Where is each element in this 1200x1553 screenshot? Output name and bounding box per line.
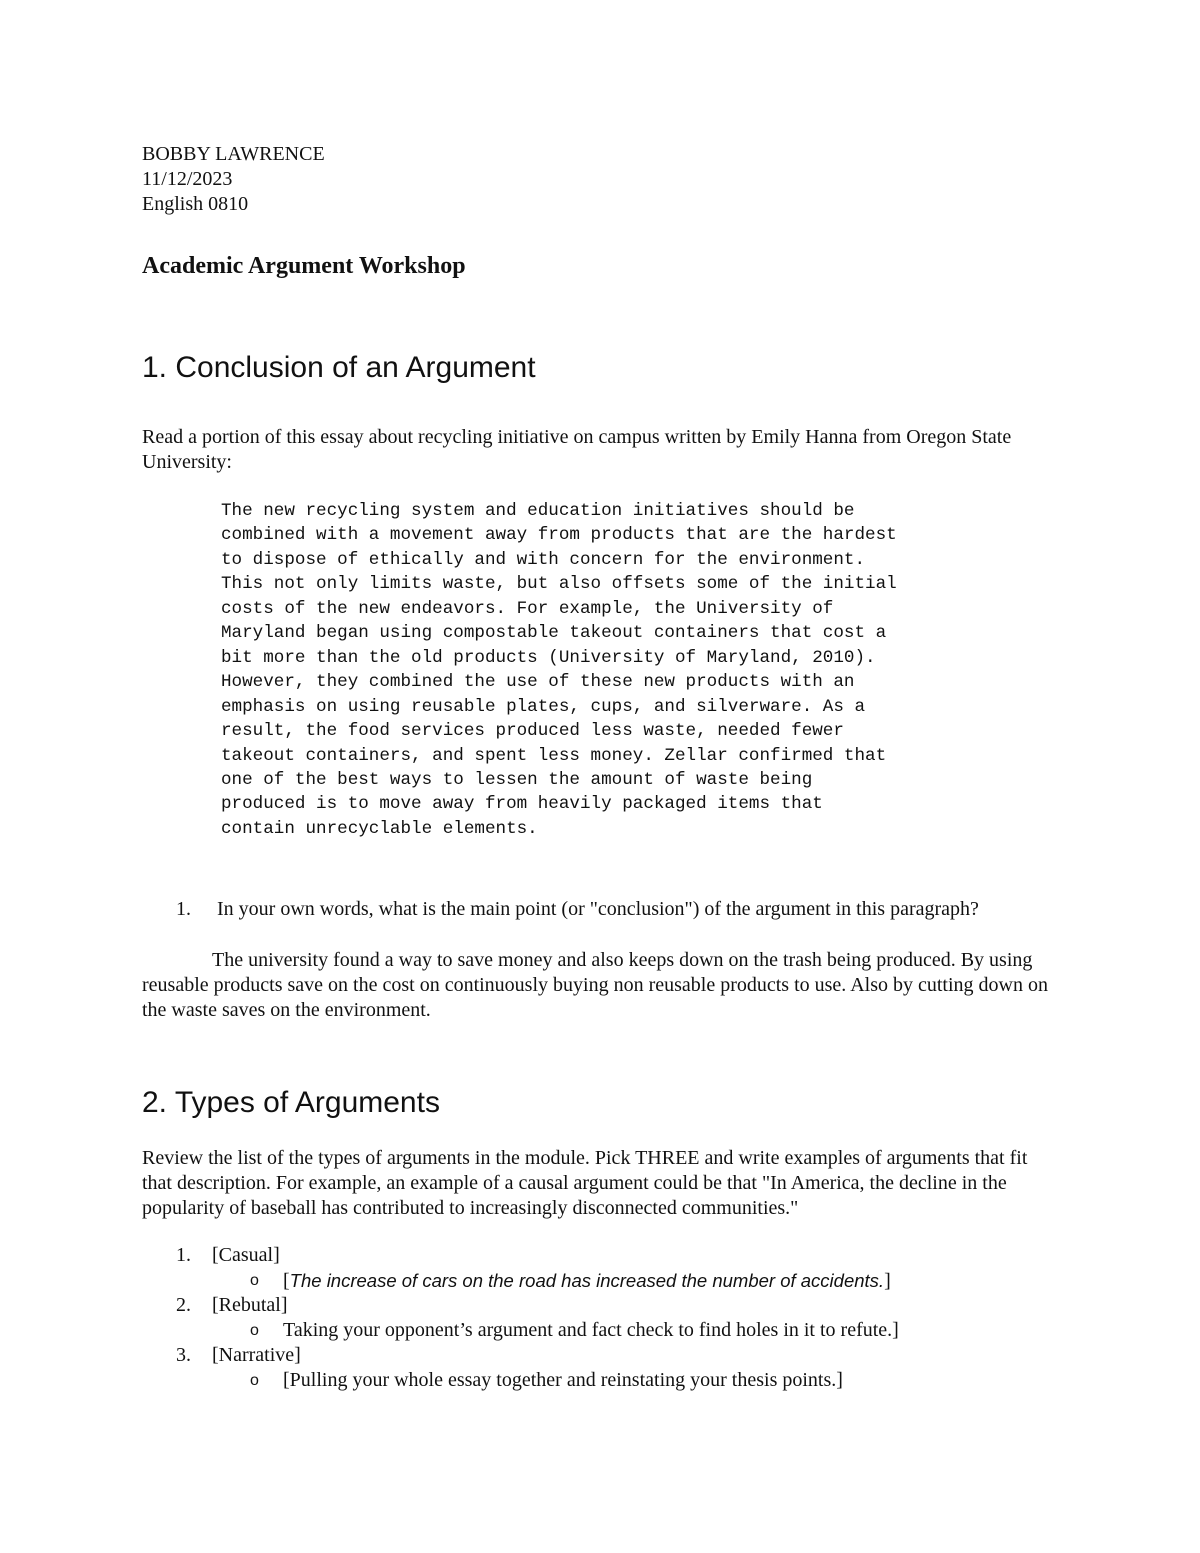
argument-example-text: The increase of cars on the road has increased the number of accidents. bbox=[289, 1270, 885, 1291]
quote-line: to dispose of ethically and with concern for the environment. bbox=[221, 549, 866, 570]
open-bracket: [ bbox=[283, 1270, 290, 1292]
list-item-number: 3. bbox=[176, 1344, 191, 1366]
student-name: BOBBY LAWRENCE bbox=[142, 143, 325, 165]
argument-type: [Casual] bbox=[212, 1244, 280, 1266]
question-number: 1. bbox=[176, 898, 191, 920]
bullet-icon: o bbox=[250, 1272, 259, 1289]
quote-line: emphasis on using reusable plates, cups, and silverware. As a bbox=[221, 696, 866, 717]
quote-line: However, they combined the use of these new products with an bbox=[221, 672, 855, 693]
essay-quote bbox=[221, 499, 1071, 841]
document-title: Academic Argument Workshop bbox=[142, 253, 466, 279]
bullet-icon: o bbox=[250, 1372, 259, 1389]
argument-example bbox=[283, 1268, 891, 1294]
section-heading-types: 2. Types of Arguments bbox=[142, 1086, 440, 1119]
list-item bbox=[142, 1243, 1062, 1293]
quote-line: one of the best ways to lessen the amount of waste being bbox=[221, 769, 813, 790]
close-bracket: ] bbox=[884, 1270, 891, 1292]
quote-line: contain unrecyclable elements. bbox=[221, 818, 538, 839]
answer-1 bbox=[142, 948, 1062, 1023]
section1-intro: Read a portion of this essay about recycling initiative on campus written by Emily Hanna from Oregon State University: bbox=[142, 426, 1012, 473]
section-heading-conclusion: 1. Conclusion of an Argument bbox=[142, 351, 536, 384]
submission-date: 11/12/2023 bbox=[142, 168, 233, 190]
list-item bbox=[142, 1343, 1062, 1393]
argument-example-text: [Pulling your whole essay together and reinstating your thesis points.] bbox=[283, 1369, 843, 1391]
quote-line: produced is to move away from heavily packaged items that bbox=[221, 794, 823, 815]
list-item-number: 2. bbox=[176, 1294, 191, 1316]
list-item-number: 1. bbox=[176, 1244, 191, 1266]
list-item bbox=[142, 1293, 1062, 1343]
question-text: In your own words, what is the main point (or "conclusion") of the argument in this paragraph? bbox=[217, 898, 979, 920]
argument-types-list bbox=[142, 1243, 1062, 1393]
quote-line: bit more than the old products (University of Maryland, 2010). bbox=[221, 647, 876, 668]
argument-type: [Rebutal] bbox=[212, 1294, 288, 1316]
document-header bbox=[142, 142, 325, 217]
course-name: English 0810 bbox=[142, 193, 249, 215]
quote-line: costs of the new endeavors. For example, the University of bbox=[221, 598, 834, 619]
quote-line: This not only limits waste, but also offsets some of the initial bbox=[221, 574, 897, 595]
quote-line: takeout containers, and spent less money. Zellar confirmed that bbox=[221, 745, 887, 766]
argument-example-text: Taking your opponent’s argument and fact check to find holes in it to refute.] bbox=[283, 1319, 899, 1341]
quote-line: The new recycling system and education initiatives should be bbox=[221, 501, 855, 521]
argument-type: [Narrative] bbox=[212, 1344, 301, 1366]
answer-text: The university found a way to save money and also keeps down on the trash being produced. By using reusable products save on the cost on continuously buying non reusable products to use. Also by cutting down on the waste saves on the environment. bbox=[142, 949, 1048, 1021]
section2-intro: Review the list of the types of arguments in the module. Pick THREE and write examples of arguments that fit that description. For example, an example of a causal argument could be that "In America, the decline in the popularity of baseball has contributed to increasingly disconnected communities." bbox=[142, 1147, 1028, 1219]
bullet-icon: o bbox=[250, 1322, 259, 1339]
quote-line: combined with a movement away from products that are the hardest bbox=[221, 525, 897, 546]
quote-line: Maryland began using compostable takeout containers that cost a bbox=[221, 623, 887, 644]
quote-line: result, the food services produced less waste, needed fewer bbox=[221, 721, 844, 742]
